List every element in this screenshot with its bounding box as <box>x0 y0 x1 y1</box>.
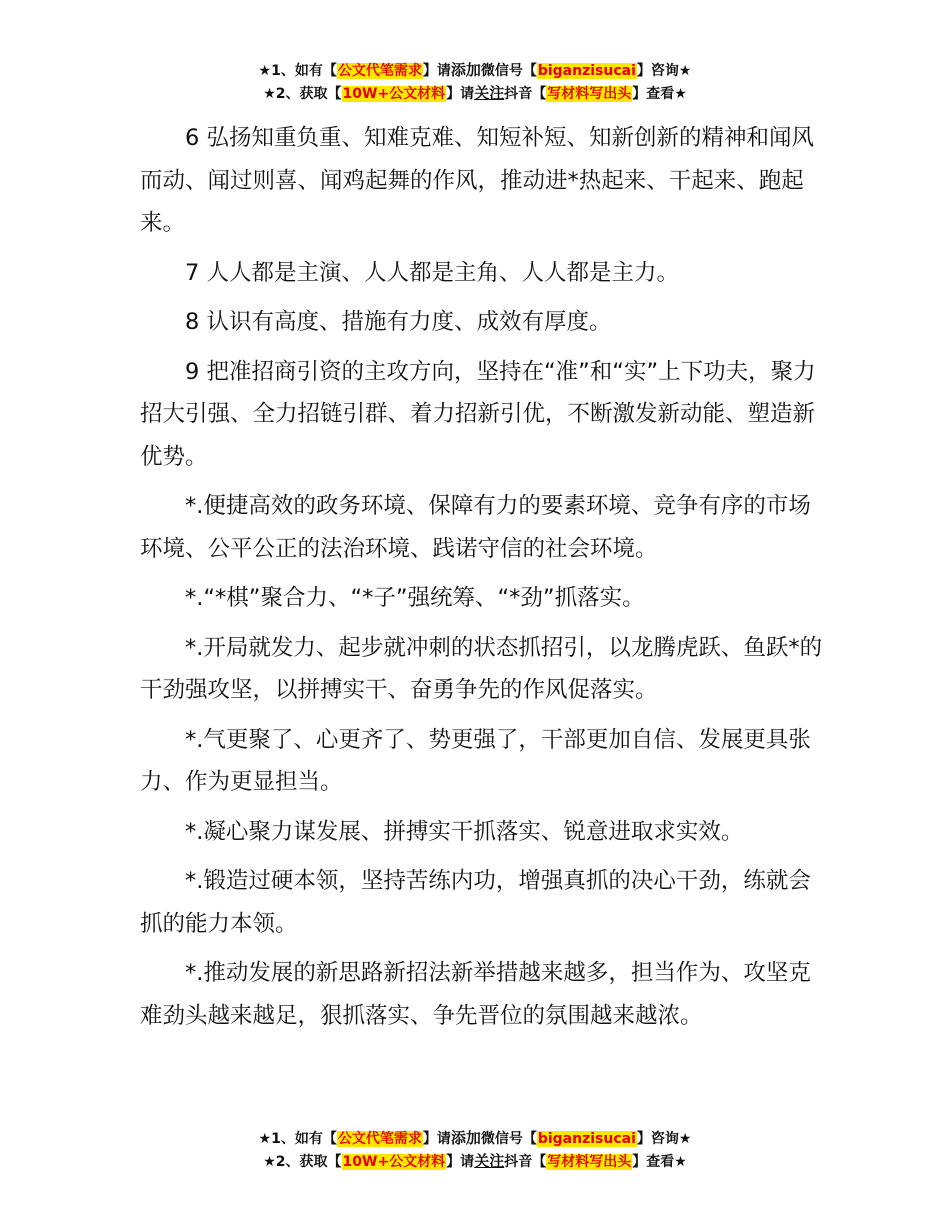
banner-text: 】请 <box>446 1154 475 1170</box>
banner-text: ★1、如有【 <box>258 63 337 79</box>
banner-text: ★2、获取【 <box>263 86 342 102</box>
paragraph-7: 7 人人都是主演、人人都是主角、人人都是主力。 <box>185 259 679 286</box>
footer-banner <box>0 1127 950 1173</box>
highlight-materials: 10W+公文材料 <box>342 86 446 102</box>
paragraph-development: *.推动发展的新思路新招法新举措越来越多，担当作为、攻坚克难劲头越来越足，狠抓落实、争先晋位的氛围越来越浓。 <box>140 960 811 1029</box>
highlight-service: 公文代笔需求 <box>337 63 422 79</box>
banner-text: 】咨询★ <box>636 63 692 79</box>
banner-text: 抖音【 <box>504 86 547 102</box>
banner-text: 】请 <box>422 1131 451 1147</box>
paragraph-chess: *.“*棋”聚合力、“*子”强统筹、“*劲”抓落实。 <box>185 585 645 611</box>
paragraph-environment: *.便捷高效的政务环境、保障有力的要素环境、竞争有序的市场环境、公平公正的法治环境、践诺守信的社会环境。 <box>140 493 811 562</box>
paragraph-6: 6 弘扬知重负重、知难克难、知短补短、知新创新的精神和闻风而动、闻过则喜、闻鸡起舞的作风，推动进*热起来、干起来、跑起来。 <box>140 125 814 236</box>
header-banner <box>0 59 950 105</box>
banner-text: 抖音【 <box>504 1154 547 1170</box>
paragraph-8: 8 认识有高度、措施有力度、成效有厚度。 <box>185 309 612 335</box>
highlight-douyin: 写材料写出头 <box>547 86 632 102</box>
banner-line-2 <box>0 82 950 105</box>
highlight-materials: 10W+公文材料 <box>342 1154 446 1170</box>
banner-line-1 <box>0 59 950 82</box>
highlight-wechat-id: biganzisucai <box>537 63 636 79</box>
document-body <box>140 117 830 1044</box>
paragraph-9: 9 把准招商引资的主攻方向，坚持在“准”和“实”上下功夫，聚力招大引强、全力招链引群、着力招新引优，不断激发新动能、塑造新优势。 <box>140 358 816 470</box>
banner-text: 】查看★ <box>632 86 687 102</box>
banner-text: 】请 <box>422 63 451 79</box>
paragraph-start: *.开局就发力、起步就冲刺的状态抓招引，以龙腾虎跃、鱼跃*的干劲强攻坚，以拼搏实干、奋勇争先的作风促落实。 <box>140 634 823 703</box>
banner-emphasis: 添加 <box>450 1129 481 1147</box>
banner-emphasis: 添加 <box>450 61 481 79</box>
banner-line-1 <box>0 1127 950 1150</box>
highlight-wechat-id: biganzisucai <box>537 1131 636 1147</box>
banner-line-2 <box>0 1150 950 1173</box>
paragraph-skills: *.锻造过硬本领，坚持苦练内功，增强真抓的决心干劲，练就会抓的能力本领。 <box>140 868 811 937</box>
banner-text: 】请 <box>446 86 475 102</box>
banner-text: ★2、获取【 <box>263 1154 342 1170</box>
banner-text: 微信号【 <box>480 63 537 79</box>
highlight-service: 公文代笔需求 <box>337 1131 422 1147</box>
banner-text: 】查看★ <box>632 1154 687 1170</box>
banner-text: ★1、如有【 <box>258 1131 337 1147</box>
banner-text: 微信号【 <box>480 1131 537 1147</box>
paragraph-morale: *.气更聚了、心更齐了、势更强了，干部更加自信、发展更具张力、作为更显担当。 <box>140 726 811 795</box>
banner-text: 】咨询★ <box>636 1131 692 1147</box>
banner-emphasis: 关注 <box>474 84 505 102</box>
paragraph-unity: *.凝心聚力谋发展、拼搏实干抓落实、锐意进取求实效。 <box>185 818 744 845</box>
banner-emphasis: 关注 <box>474 1152 505 1170</box>
highlight-douyin: 写材料写出头 <box>547 1154 632 1170</box>
